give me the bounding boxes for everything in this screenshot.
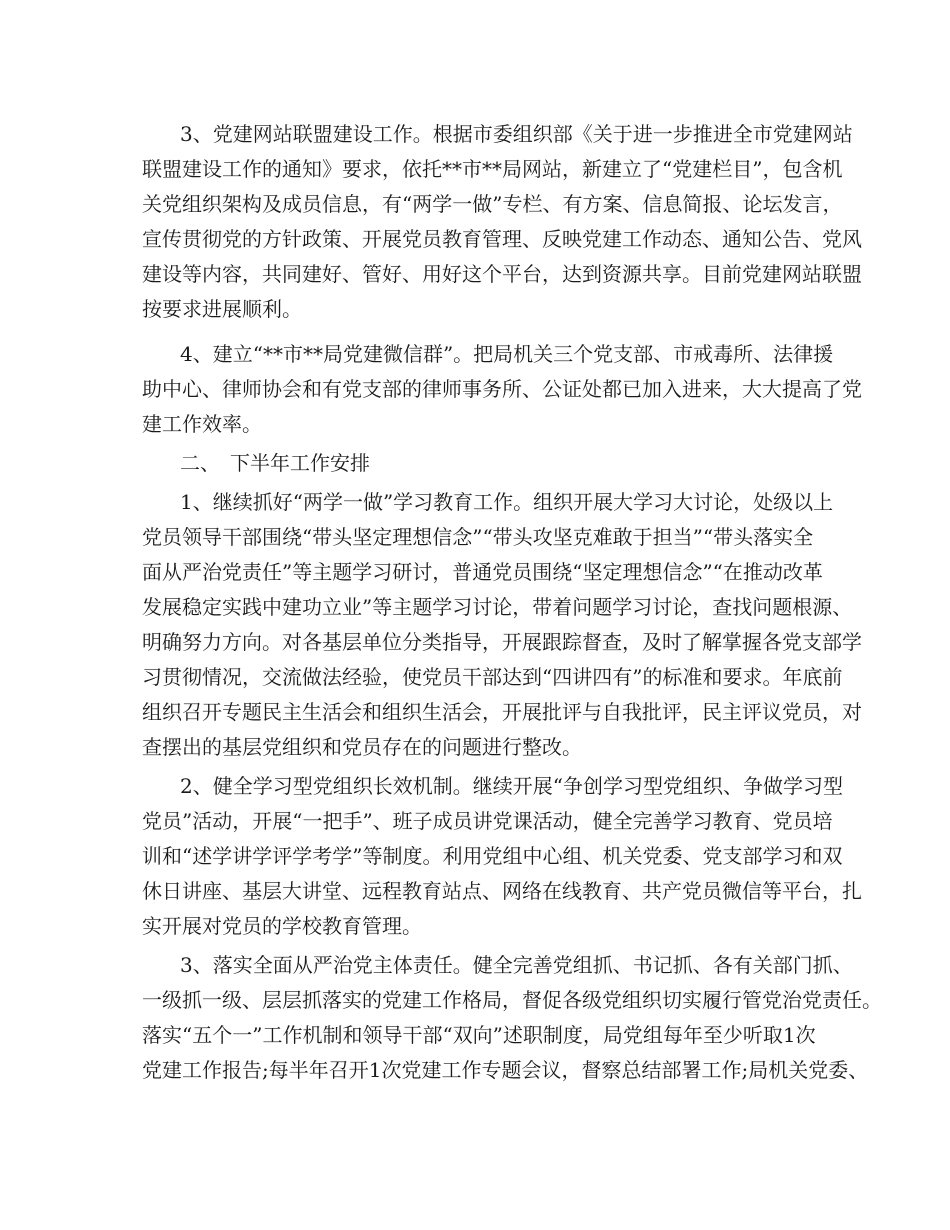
paragraph-3-line-5: 明确努力方向。对各基层单位分类指导，开展跟踪督查，及时了解掌握各党支部学 xyxy=(142,630,862,654)
paragraph-2-line-1: 4、建立“**市**局党建微信群”。把局机关三个党支部、市戒毒所、法律援 xyxy=(180,342,834,366)
paragraph-5-line-3: 落实“五个一”工作机制和领导干部“双向”述职制度，局党组每年至少听取1次 xyxy=(142,1023,816,1047)
paragraph-3-line-8: 查摆出的基层党组织和党员存在的问题进行整改。 xyxy=(142,735,582,759)
paragraph-1-line-4: 宣传贯彻党的方针政策、开展党员教育管理、反映党建工作动态、通知公告、党风 xyxy=(142,227,862,251)
paragraph-3-line-4: 发展稳定实践中建功立业”等主题学习讨论，带着问题学习讨论，查找问题根源、 xyxy=(142,595,853,619)
paragraph-1-line-5: 建设等内容，共同建好、管好、用好这个平台，达到资源共享。目前党建网站联盟 xyxy=(142,262,862,286)
paragraph-3-line-3: 面从严治党责任”等主题学习研讨，普通党员围绕“坚定理想信念”“在推动改革 xyxy=(142,560,823,584)
paragraph-4-line-2: 党员”活动，开展“一把手”、班子成员讲党课活动，健全完善学习教育、党员培 xyxy=(142,809,833,833)
paragraph-1-line-6: 按要求进展顺利。 xyxy=(142,297,302,321)
paragraph-3-line-1: 1、继续抓好“两学一做”学习教育工作。组织开展大学习大讨论，处级以上 xyxy=(180,490,834,514)
paragraph-3-line-6: 习贯彻情况，交流做法经验，使党员干部达到“四讲四有”的标准和要求。年底前 xyxy=(142,665,843,689)
paragraph-4-line-5: 实开展对党员的学校教育管理。 xyxy=(142,914,422,938)
paragraph-1-line-2: 联盟建设工作的通知》要求，依托**市**局网站，新建立了“党建栏目”，包含机 xyxy=(142,157,843,181)
paragraph-5-line-4: 党建工作报告;每半年召开1次党建工作专题会议，督察总结部署工作;局机关党委、 xyxy=(142,1058,869,1082)
paragraph-4-line-1: 2、健全学习型党组织长效机制。继续开展“争创学习型党组织、争做学习型 xyxy=(180,774,843,798)
paragraph-1-line-1: 3、党建网站联盟建设工作。根据市委组织部《关于进一步推进全市党建网站 xyxy=(180,122,853,146)
paragraph-4-line-4: 休日讲座、基层大讲堂、远程教育站点、网络在线教育、共产党员微信等平台，扎 xyxy=(142,879,862,903)
paragraph-4-line-3: 训和“述学讲学评学考学”等制度。利用党组中心组、机关党委、党支部学习和双 xyxy=(142,844,843,868)
paragraph-5-line-1: 3、落实全面从严治党主体责任。健全完善党组抓、书记抓、各有关部门抓、 xyxy=(180,953,853,977)
paragraph-5-line-2: 一级抓一级、层层抓落实的党建工作格局，督促各级党组织切实履行管党治党责任。 xyxy=(142,988,882,1012)
section-heading: 二、 下半年工作安排 xyxy=(180,451,370,475)
paragraph-2-line-3: 建工作效率。 xyxy=(142,412,262,436)
paragraph-3-line-7: 组织召开专题民主生活会和组织生活会，开展批评与自我批评，民主评议党员，对 xyxy=(142,700,862,724)
paragraph-2-line-2: 助中心、律师协会和有党支部的律师事务所、公证处都已加入进来，大大提高了党 xyxy=(142,377,862,401)
paragraph-1-line-3: 关党组织架构及成员信息，有“两学一做”专栏、有方案、信息简报、论坛发言， xyxy=(142,192,843,216)
paragraph-3-line-2: 党员领导干部围绕“带头坚定理想信念”“带头攻坚克难敢于担当”“带头落实全 xyxy=(142,525,814,549)
